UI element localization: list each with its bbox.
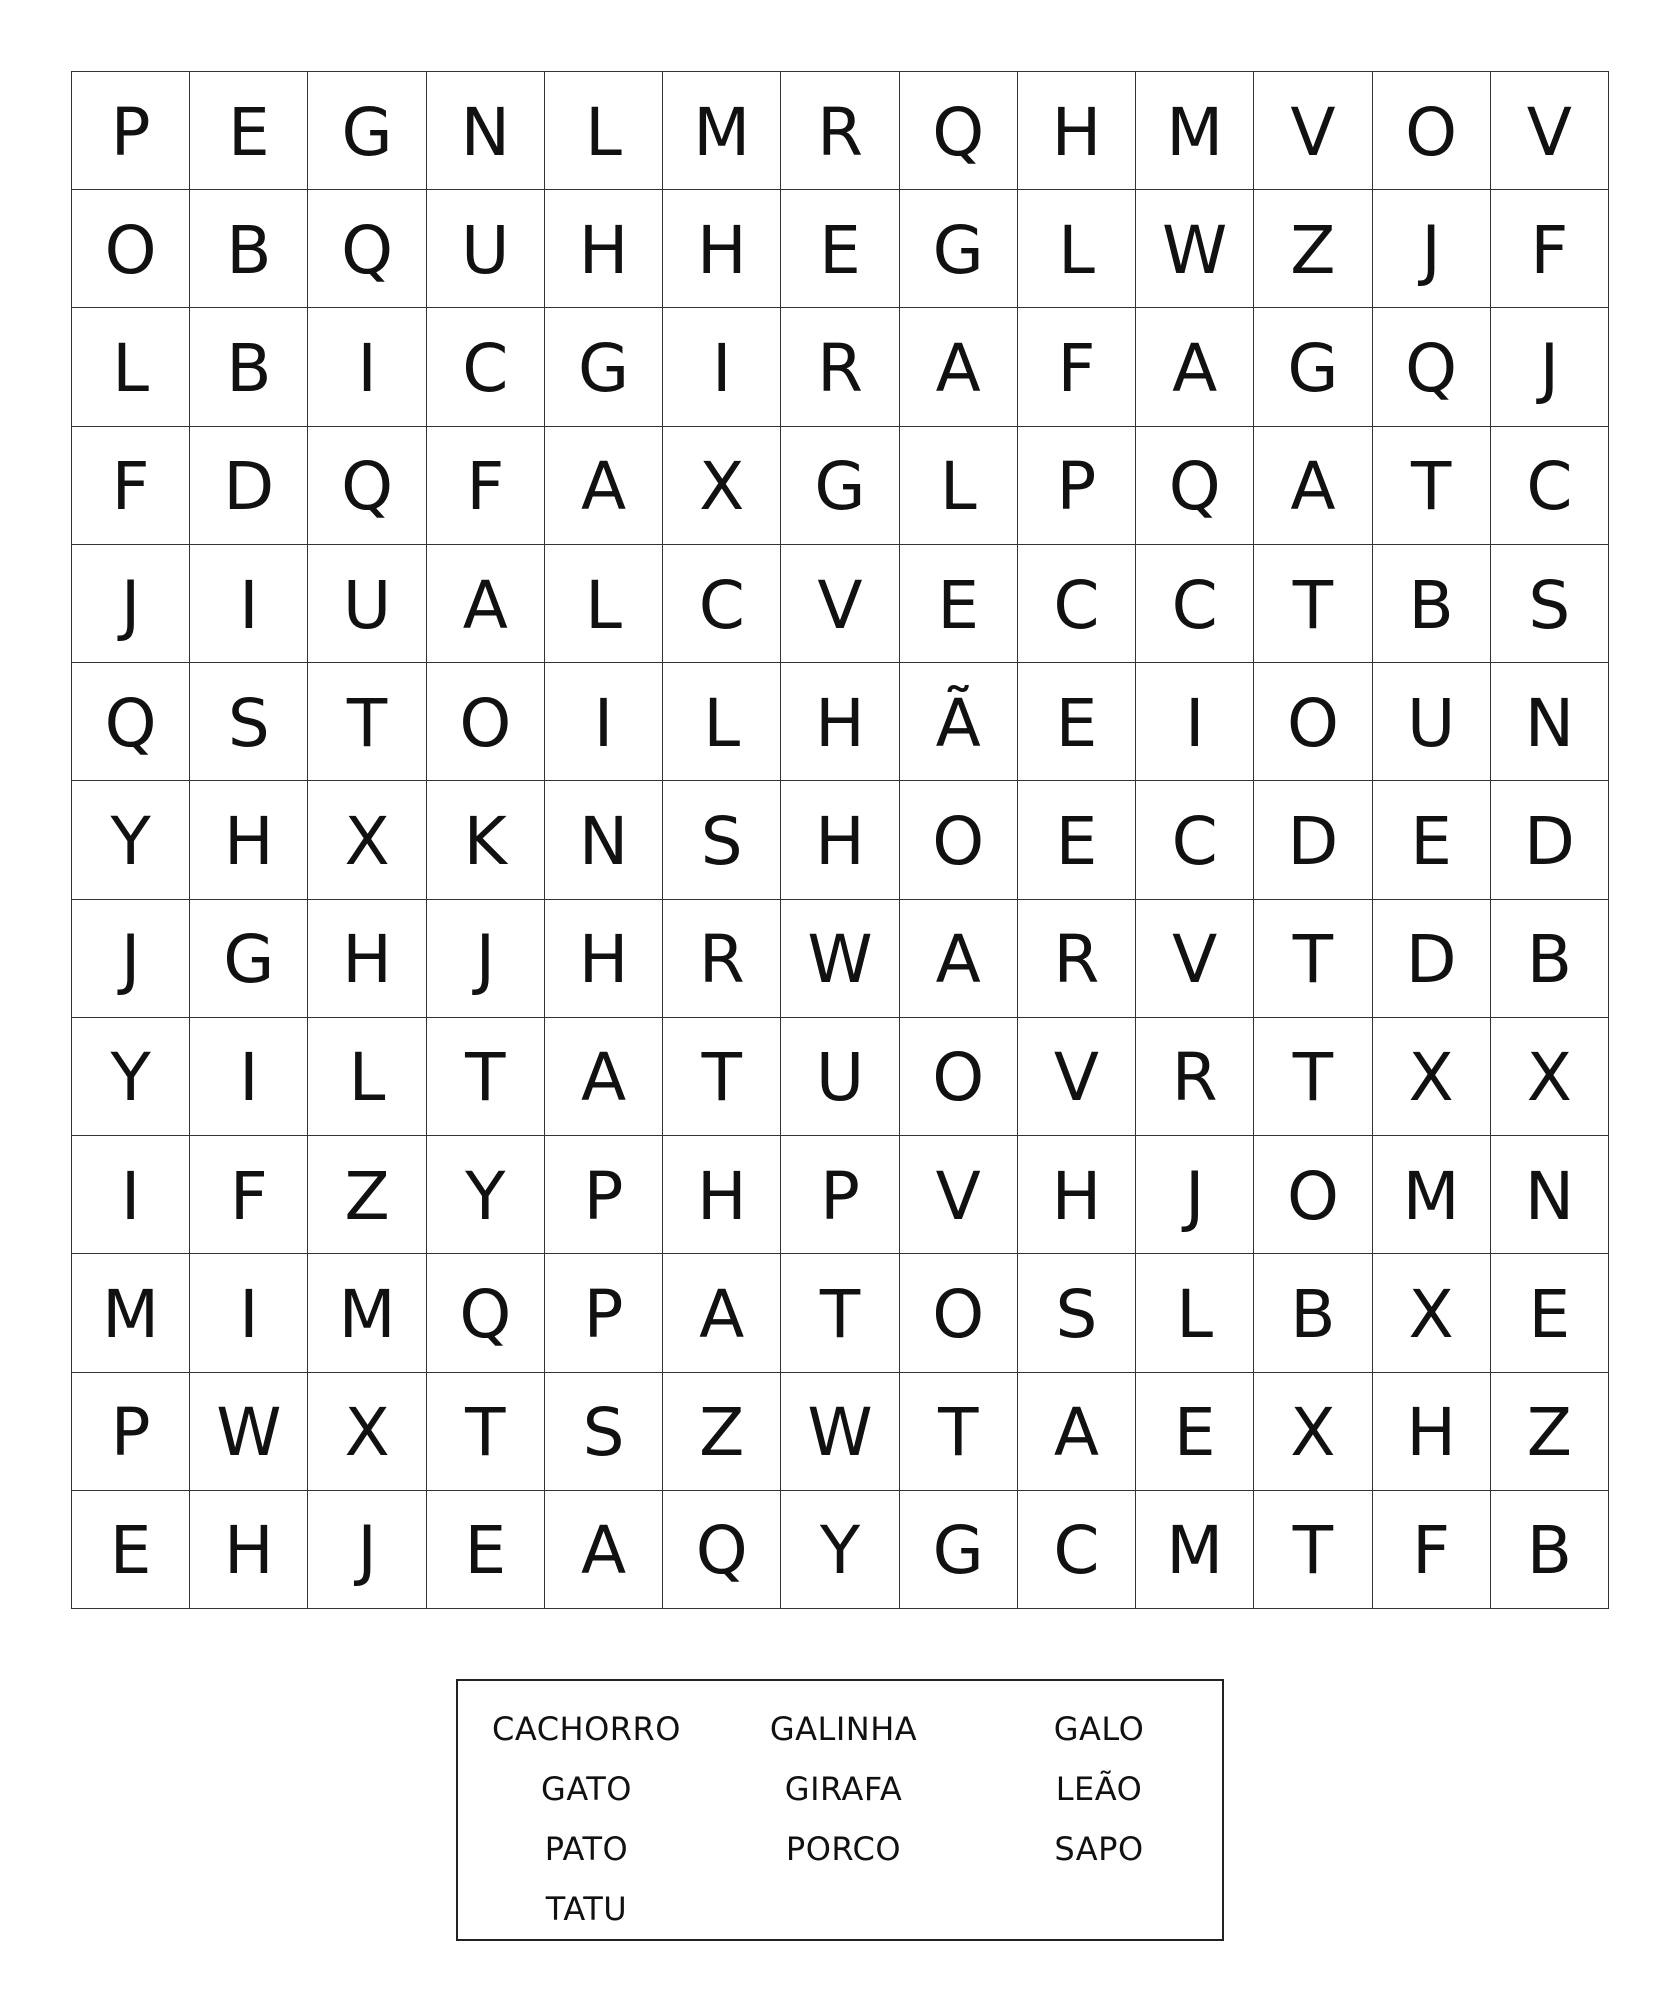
- grid-cell[interactable]: F: [1018, 308, 1136, 426]
- grid-cell[interactable]: F: [1491, 190, 1609, 308]
- grid-cell[interactable]: A: [427, 545, 545, 663]
- grid-cell[interactable]: L: [1018, 190, 1136, 308]
- grid-cell[interactable]: U: [1373, 663, 1491, 781]
- grid-cell[interactable]: F: [72, 427, 190, 545]
- grid-cell[interactable]: A: [900, 308, 1018, 426]
- grid-cell[interactable]: M: [72, 1254, 190, 1372]
- grid-cell[interactable]: S: [1018, 1254, 1136, 1372]
- grid-cell[interactable]: A: [663, 1254, 781, 1372]
- grid-cell[interactable]: T: [900, 1373, 1018, 1491]
- grid-cell[interactable]: H: [1373, 1373, 1491, 1491]
- grid-cell[interactable]: N: [427, 72, 545, 190]
- grid-cell[interactable]: E: [72, 1491, 190, 1609]
- word-list-item: GIRAFA: [784, 1770, 903, 1808]
- grid-cell[interactable]: Q: [308, 427, 426, 545]
- grid-cell[interactable]: I: [190, 1254, 308, 1372]
- grid-cell[interactable]: M: [1136, 72, 1254, 190]
- grid-cell[interactable]: B: [1491, 1491, 1609, 1609]
- grid-cell[interactable]: V: [781, 545, 899, 663]
- grid-cell[interactable]: E: [427, 1491, 545, 1609]
- grid-cell[interactable]: C: [427, 308, 545, 426]
- grid-cell[interactable]: T: [1254, 545, 1372, 663]
- grid-cell[interactable]: Y: [781, 1491, 899, 1609]
- grid-cell[interactable]: E: [1136, 1373, 1254, 1491]
- grid-cell[interactable]: Q: [427, 1254, 545, 1372]
- grid-cell[interactable]: B: [190, 190, 308, 308]
- grid-cell[interactable]: K: [427, 781, 545, 899]
- grid-cell[interactable]: V: [1136, 900, 1254, 1018]
- grid-cell[interactable]: C: [1136, 545, 1254, 663]
- grid-cell[interactable]: T: [308, 663, 426, 781]
- grid-cell[interactable]: F: [190, 1136, 308, 1254]
- grid-cell[interactable]: J: [1491, 308, 1609, 426]
- grid-cell[interactable]: B: [1254, 1254, 1372, 1372]
- word-list: [458, 1699, 1222, 1939]
- grid-cell[interactable]: P: [545, 1136, 663, 1254]
- grid-cell[interactable]: O: [900, 1254, 1018, 1372]
- grid-cell[interactable]: Z: [663, 1373, 781, 1491]
- grid-cell[interactable]: F: [1373, 1491, 1491, 1609]
- grid-cell[interactable]: D: [1491, 781, 1609, 899]
- grid-cell[interactable]: U: [781, 1018, 899, 1136]
- grid-cell[interactable]: P: [545, 1254, 663, 1372]
- grid-cell[interactable]: U: [308, 545, 426, 663]
- word-list-item: LEÃO: [1055, 1770, 1143, 1808]
- grid-cell[interactable]: S: [190, 663, 308, 781]
- grid-cell[interactable]: I: [545, 663, 663, 781]
- grid-cell[interactable]: I: [190, 1018, 308, 1136]
- grid-cell[interactable]: T: [1373, 427, 1491, 545]
- grid-cell[interactable]: L: [900, 427, 1018, 545]
- grid-cell[interactable]: O: [427, 663, 545, 781]
- grid-cell[interactable]: G: [308, 72, 426, 190]
- grid-cell[interactable]: P: [72, 72, 190, 190]
- grid-cell[interactable]: G: [900, 190, 1018, 308]
- grid-cell[interactable]: V: [1491, 72, 1609, 190]
- grid-cell[interactable]: O: [1254, 1136, 1372, 1254]
- grid-cell[interactable]: J: [1136, 1136, 1254, 1254]
- word-list-item: SAPO: [1054, 1830, 1144, 1868]
- grid-cell[interactable]: H: [663, 1136, 781, 1254]
- grid-cell[interactable]: M: [308, 1254, 426, 1372]
- grid-cell[interactable]: A: [1018, 1373, 1136, 1491]
- word-search-grid: [71, 71, 1609, 1609]
- grid-cell[interactable]: H: [308, 900, 426, 1018]
- grid-cell[interactable]: M: [663, 72, 781, 190]
- grid-cell[interactable]: J: [427, 900, 545, 1018]
- grid-cell[interactable]: R: [1136, 1018, 1254, 1136]
- grid-cell[interactable]: L: [663, 663, 781, 781]
- grid-cell[interactable]: P: [1018, 427, 1136, 545]
- grid-cell[interactable]: L: [1136, 1254, 1254, 1372]
- grid-cell[interactable]: J: [1373, 190, 1491, 308]
- grid-cell[interactable]: Z: [1491, 1373, 1609, 1491]
- word-list-item: PATO: [544, 1830, 629, 1868]
- grid-cell[interactable]: G: [545, 308, 663, 426]
- grid-cell[interactable]: H: [545, 190, 663, 308]
- grid-cell[interactable]: C: [1018, 545, 1136, 663]
- grid-cell[interactable]: X: [308, 781, 426, 899]
- grid-cell[interactable]: Z: [308, 1136, 426, 1254]
- grid-cell[interactable]: G: [190, 900, 308, 1018]
- grid-cell[interactable]: A: [1136, 308, 1254, 426]
- grid-cell[interactable]: T: [1254, 1018, 1372, 1136]
- grid-cell[interactable]: T: [1254, 900, 1372, 1018]
- grid-cell[interactable]: H: [1018, 72, 1136, 190]
- grid-cell[interactable]: N: [545, 781, 663, 899]
- grid-cell[interactable]: D: [190, 427, 308, 545]
- word-list-item: PORCO: [785, 1830, 902, 1868]
- grid-cell[interactable]: Y: [72, 1018, 190, 1136]
- grid-cell[interactable]: B: [1373, 545, 1491, 663]
- grid-cell[interactable]: X: [1373, 1018, 1491, 1136]
- grid-cell[interactable]: P: [72, 1373, 190, 1491]
- grid-cell[interactable]: C: [1018, 1491, 1136, 1609]
- grid-cell[interactable]: Q: [900, 72, 1018, 190]
- grid-cell[interactable]: O: [1254, 663, 1372, 781]
- grid-cell[interactable]: X: [308, 1373, 426, 1491]
- grid-cell[interactable]: A: [900, 900, 1018, 1018]
- grid-cell[interactable]: W: [781, 900, 899, 1018]
- grid-cell[interactable]: I: [1136, 663, 1254, 781]
- grid-cell[interactable]: I: [72, 1136, 190, 1254]
- grid-cell[interactable]: H: [781, 781, 899, 899]
- grid-cell[interactable]: H: [545, 900, 663, 1018]
- grid-cell[interactable]: X: [1491, 1018, 1609, 1136]
- grid-cell[interactable]: B: [190, 308, 308, 426]
- grid-cell[interactable]: H: [190, 1491, 308, 1609]
- grid-cell[interactable]: X: [663, 427, 781, 545]
- grid-cell[interactable]: E: [1491, 1254, 1609, 1372]
- grid-cell[interactable]: E: [1373, 781, 1491, 899]
- grid-cell[interactable]: Q: [663, 1491, 781, 1609]
- word-list-item: GALO: [1053, 1710, 1145, 1748]
- grid-cell[interactable]: G: [1254, 308, 1372, 426]
- grid-cell[interactable]: Q: [72, 663, 190, 781]
- grid-cell[interactable]: S: [545, 1373, 663, 1491]
- grid-cell[interactable]: V: [900, 1136, 1018, 1254]
- grid-cell[interactable]: N: [1491, 1136, 1609, 1254]
- grid-cell[interactable]: P: [781, 1136, 899, 1254]
- grid-cell[interactable]: Q: [1373, 308, 1491, 426]
- grid-cell[interactable]: S: [663, 781, 781, 899]
- grid-cell[interactable]: T: [427, 1373, 545, 1491]
- grid-cell[interactable]: A: [545, 427, 663, 545]
- grid-cell[interactable]: T: [427, 1018, 545, 1136]
- grid-cell[interactable]: O: [72, 190, 190, 308]
- grid-cell[interactable]: S: [1491, 545, 1609, 663]
- grid-cell[interactable]: X: [1373, 1254, 1491, 1372]
- word-list-box: [456, 1679, 1224, 1941]
- grid-cell[interactable]: Y: [427, 1136, 545, 1254]
- grid-cell[interactable]: D: [1373, 900, 1491, 1018]
- grid-cell[interactable]: E: [900, 545, 1018, 663]
- grid-cell[interactable]: T: [1254, 1491, 1372, 1609]
- grid-cell[interactable]: O: [900, 1018, 1018, 1136]
- grid-cell[interactable]: W: [781, 1373, 899, 1491]
- word-list-item: GATO: [541, 1770, 632, 1808]
- grid-cell[interactable]: R: [781, 72, 899, 190]
- grid-cell[interactable]: E: [1018, 663, 1136, 781]
- grid-cell[interactable]: I: [308, 308, 426, 426]
- grid-cell[interactable]: Q: [308, 190, 426, 308]
- grid-cell[interactable]: E: [190, 72, 308, 190]
- grid-cell[interactable]: O: [1373, 72, 1491, 190]
- grid-cell[interactable]: X: [1254, 1373, 1372, 1491]
- grid-cell[interactable]: R: [663, 900, 781, 1018]
- grid-cell[interactable]: O: [900, 781, 1018, 899]
- grid-cell[interactable]: H: [663, 190, 781, 308]
- grid-cell[interactable]: R: [1018, 900, 1136, 1018]
- grid-cell[interactable]: L: [72, 308, 190, 426]
- grid-cell[interactable]: A: [545, 1491, 663, 1609]
- grid-cell[interactable]: A: [545, 1018, 663, 1136]
- grid-cell[interactable]: I: [190, 545, 308, 663]
- word-list-item: GALINHA: [769, 1710, 918, 1748]
- grid-cell[interactable]: E: [781, 190, 899, 308]
- grid-cell[interactable]: G: [900, 1491, 1018, 1609]
- grid-cell[interactable]: V: [1254, 72, 1372, 190]
- grid-cell[interactable]: T: [781, 1254, 899, 1372]
- grid-cell[interactable]: L: [308, 1018, 426, 1136]
- grid-cell[interactable]: E: [1018, 781, 1136, 899]
- grid-cell[interactable]: U: [427, 190, 545, 308]
- grid-cell[interactable]: J: [72, 545, 190, 663]
- grid-cell[interactable]: W: [190, 1373, 308, 1491]
- grid-cell[interactable]: W: [1136, 190, 1254, 308]
- grid-cell[interactable]: C: [1491, 427, 1609, 545]
- grid-cell[interactable]: T: [663, 1018, 781, 1136]
- grid-cell[interactable]: V: [1018, 1018, 1136, 1136]
- grid-cell[interactable]: I: [663, 308, 781, 426]
- grid-cell[interactable]: H: [190, 781, 308, 899]
- grid-cell[interactable]: H: [1018, 1136, 1136, 1254]
- grid-cell[interactable]: A: [1254, 427, 1372, 545]
- grid-cell[interactable]: Q: [1136, 427, 1254, 545]
- word-list-item: TATU: [545, 1890, 628, 1928]
- word-list-item: CACHORRO: [492, 1710, 681, 1748]
- grid-cell[interactable]: L: [545, 72, 663, 190]
- grid-cell[interactable]: C: [1136, 781, 1254, 899]
- grid-cell[interactable]: M: [1136, 1491, 1254, 1609]
- grid-cell[interactable]: C: [663, 545, 781, 663]
- grid-cell[interactable]: B: [1491, 900, 1609, 1018]
- grid-cell[interactable]: R: [781, 308, 899, 426]
- grid-cell[interactable]: M: [1373, 1136, 1491, 1254]
- grid-cell[interactable]: J: [72, 900, 190, 1018]
- grid-cell[interactable]: D: [1254, 781, 1372, 899]
- grid-cell[interactable]: Y: [72, 781, 190, 899]
- grid-cell[interactable]: L: [545, 545, 663, 663]
- grid-cell[interactable]: J: [308, 1491, 426, 1609]
- grid-cell[interactable]: F: [427, 427, 545, 545]
- grid-cell[interactable]: N: [1491, 663, 1609, 781]
- grid-cell[interactable]: G: [781, 427, 899, 545]
- grid-cell[interactable]: H: [781, 663, 899, 781]
- grid-cell[interactable]: Z: [1254, 190, 1372, 308]
- grid-cell[interactable]: Ã: [900, 663, 1018, 781]
